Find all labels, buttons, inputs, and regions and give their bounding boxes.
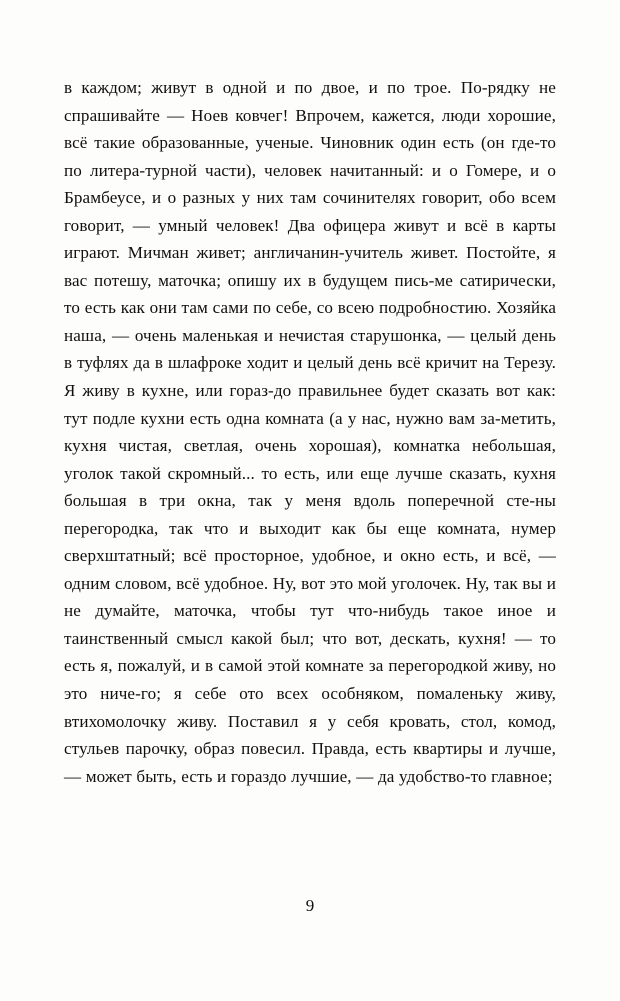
page-number: 9 [305, 896, 315, 915]
body-paragraph: в каждом; живут в одной и по двое, и по трое. По-рядку не спрашивайте — Ноев ковчег! Впрочем, кажется, люди хорошие, всё такие образованные, ученые. Чиновник один есть (он где-то по литера-турной части), человек начитанный: и о Гомере, и о Брамбеусе, и о разных у них там сочинителях говорит, обо всем говорит, — умный человек! Два офицера живут и всё в карты играют. Мичман живет; англичанин-учитель живет. Постойте, я вас потешу, маточка; опишу их в будущем пись-ме сатирически, то есть как они там сами по себе, со всею подробностию. Хозяйка наша, — очень маленькая и нечистая старушонка, — целый день в туфлях да в шлафроке ходит и целый день всё кричит на Терезу. Я живу в кухне, или гораз-до правильнее будет сказать вот как: тут подле кухни есть одна комната (а у нас, нужно вам за-метить, кухня чистая, светлая, очень хорошая), комнатка небольшая, уголок такой скромный... то есть, или еще лучше сказать, кухня большая в три окна, так у меня вдоль поперечной сте-ны перегородка, так что и выходит как бы еще комната, нумер сверхштатный; всё просторное, удобное, и окно есть, и всё, — одним словом, всё удобное. Ну, вот это мой уголочек. Ну, так вы и не думайте, маточка, чтобы тут что-нибудь такое иное и таинственный смысл какой был; что вот, дескать, кухня! — то есть я, пожалуй, и в самой этой комнате за перегородкой живу, но это ниче-го; я себе ото всех особняком, помаленьку живу, втихомолочку живу. Поставил я у себя кровать, стол, комод, стульев парочку, образ повесил. Правда, есть квартиры и лучше, — может быть, есть и гораздо лучшие, — да удобство-то главное; [64, 78, 556, 786]
page-body-text [64, 74, 556, 790]
